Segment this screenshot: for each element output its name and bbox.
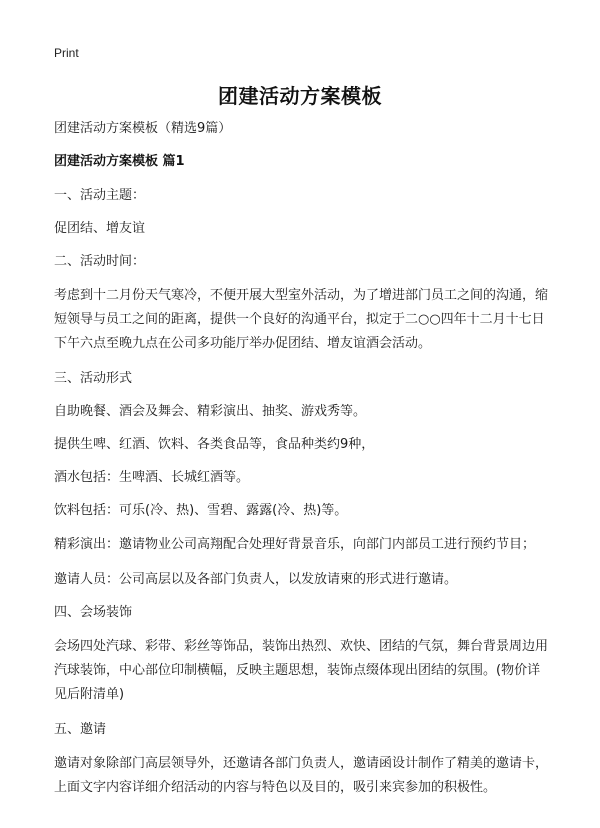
heading-theme: 一、活动主题： xyxy=(54,188,146,203)
document-body xyxy=(54,118,550,812)
performance-text: 精彩演出：邀请物业公司高翔配合处理好背景音乐，向部门内部员工进行预约节目； xyxy=(54,537,536,552)
heading-format: 三、活动形式 xyxy=(54,371,133,386)
invitees-text: 邀请人员：公司高层以及各部门负责人，以发放请柬的形式进行邀请。 xyxy=(54,572,458,587)
time-text: 考虑到十二月份天气寒冷，不便开展大型室外活动，为了增进部门员工之间的沟通，缩短领导与员工之间的距离，提供一个良好的沟通平台，拟定于二○○四年十二月十七日下午六点至晚九点在公司多功能厅举办促团结、增友谊酒会活动。 xyxy=(54,288,549,351)
format-text: 自助晚餐、酒会及舞会、精彩演出、抽奖、游戏秀等。 xyxy=(54,404,367,419)
invitation-text: 邀请对象除部门高层领导外，还邀请各部门负责人，邀请函设计制作了精美的邀请卡，上面文字内容详细介绍活动的内容与特色以及目的，吸引来宾参加的积极性。 xyxy=(54,756,549,795)
drinks-text: 酒水包括：生啤酒、长城红酒等。 xyxy=(54,470,250,485)
intro-line: 团建活动方案模板（精选9篇） xyxy=(54,121,232,136)
decoration-text: 会场四处汽球、彩带、彩丝等饰品，装饰出热烈、欢快、团结的气氛，舞台背景周边用汽球装饰，中心部位印制横幅，反映主题思想，装饰点缀体现出团结的氛围。(物价详见后附清单) xyxy=(54,639,549,702)
heading-invitation: 五、邀请 xyxy=(54,722,107,737)
theme-text: 促团结、增友谊 xyxy=(54,221,146,236)
heading-time: 二、活动时间： xyxy=(54,254,146,269)
print-label[interactable]: Print xyxy=(54,46,79,60)
beverages-text: 饮料包括：可乐(冷、热)、雪碧、露露(冷、热)等。 xyxy=(54,503,348,518)
document-title: 团建活动方案模板 xyxy=(218,84,382,108)
food-text: 提供生啤、红酒、饮料、各类食品等，食品种类约9种， xyxy=(54,437,375,452)
heading-decoration: 四、会场装饰 xyxy=(54,605,133,620)
section-title: 团建活动方案模板 篇1 xyxy=(54,154,185,169)
